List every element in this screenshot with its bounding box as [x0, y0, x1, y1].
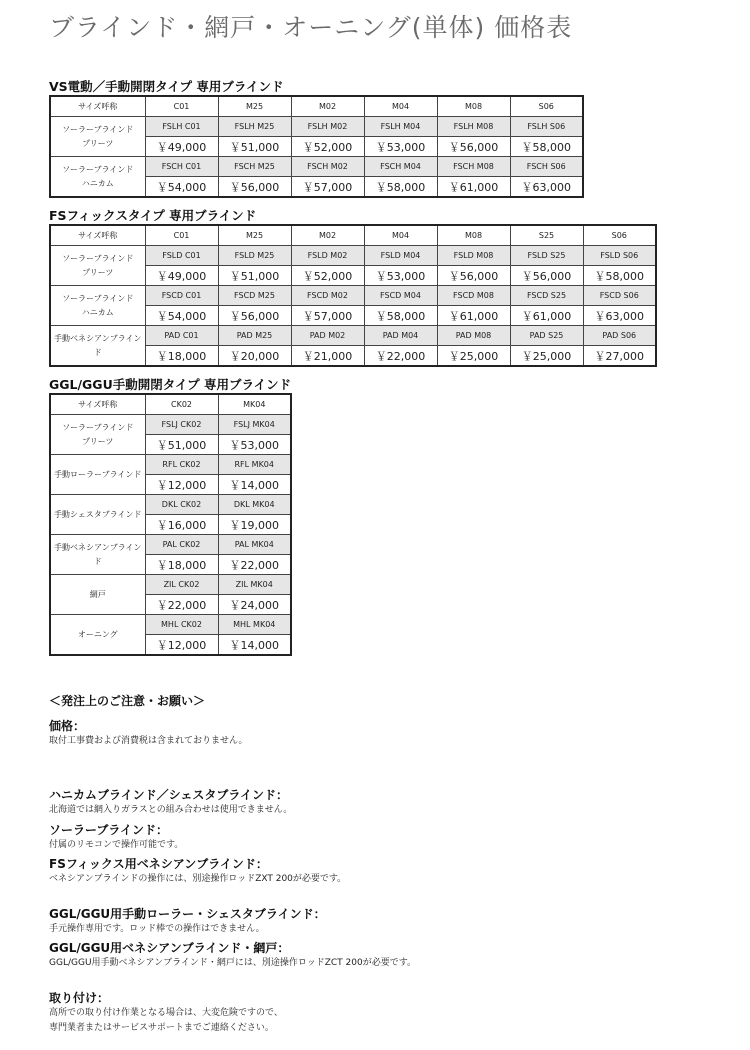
price-value: ￥57,000: [291, 177, 364, 198]
product-code: FSLD M08: [437, 246, 510, 266]
price-value: ￥56,000: [510, 266, 583, 286]
code-row: [50, 495, 291, 515]
price-value: ￥53,000: [218, 435, 291, 455]
price-value: ￥56,000: [437, 266, 510, 286]
product-code: FSLH M08: [437, 117, 510, 137]
price-table-vs: [49, 95, 584, 198]
product-name: [50, 615, 145, 656]
notes-heading: ＜発注上のご注意・お願い＞: [49, 694, 206, 708]
price-value: ￥61,000: [510, 306, 583, 326]
note-solar: [49, 821, 183, 853]
product-code: DKL CK02: [145, 495, 218, 515]
product-name-line: 手動ベネシアンブラインド: [54, 542, 142, 566]
price-value: ￥57,000: [291, 306, 364, 326]
note-honeycomb: [49, 786, 292, 818]
code-row: [50, 575, 291, 595]
price-table-ggl: [49, 393, 292, 656]
price-value: ￥49,000: [145, 137, 218, 157]
note-installation: [49, 989, 283, 1036]
note-text: 取付工事費および消費税は含まれておりません。: [49, 736, 248, 746]
price-value: ￥14,000: [218, 635, 291, 656]
product-code: FSLD S06: [583, 246, 656, 266]
price-value: ￥54,000: [145, 177, 218, 198]
product-code: FSCH M08: [437, 157, 510, 177]
price-value: ￥27,000: [583, 346, 656, 367]
product-name-line: ソーラーブラインド: [62, 422, 134, 432]
price-value: ￥18,000: [145, 346, 218, 367]
product-code: PAL CK02: [145, 535, 218, 555]
code-row: [50, 455, 291, 475]
product-code: FSCD M08: [437, 286, 510, 306]
section-title-fs: FSフィックスタイプ 専用ブラインド: [49, 208, 257, 223]
price-value: ￥12,000: [145, 635, 218, 656]
note-fs-venetian: [49, 855, 346, 887]
product-code: RFL CK02: [145, 455, 218, 475]
size-header: S06: [583, 225, 656, 246]
price-value: ￥51,000: [145, 435, 218, 455]
product-code: FSCD M02: [291, 286, 364, 306]
product-code: FSCD S25: [510, 286, 583, 306]
size-label-header: サイズ呼称: [50, 394, 145, 415]
page-title: ブラインド・網戸・オーニング(単体) 価格表: [49, 13, 573, 42]
product-code: FSCD C01: [145, 286, 218, 306]
price-value: ￥58,000: [583, 266, 656, 286]
price-value: ￥18,000: [145, 555, 218, 575]
product-code: FSCD M25: [218, 286, 291, 306]
price-value: ￥25,000: [510, 346, 583, 367]
price-value: ￥58,000: [364, 306, 437, 326]
size-header: M08: [437, 96, 510, 117]
price-value: ￥19,000: [218, 515, 291, 535]
product-name-line: ソーラーブラインド: [62, 253, 134, 263]
note-ggl-roller: [49, 905, 326, 937]
product-code: FSCH C01: [145, 157, 218, 177]
product-name-line: ソーラーブラインド: [62, 293, 134, 303]
price-value: ￥51,000: [218, 266, 291, 286]
code-row: [50, 157, 583, 177]
price-value: ￥16,000: [145, 515, 218, 535]
product-code: FSCH M04: [364, 157, 437, 177]
note-text: 手元操作専用です。ロッド棒での操作はできません。: [49, 924, 265, 934]
product-name: [50, 286, 145, 326]
price-value: ￥22,000: [218, 555, 291, 575]
note-title: FSフィックス用ベネシアンブラインド：: [49, 857, 268, 871]
note-title: GGL/GGU用手動ローラー・シェスタブラインド：: [49, 907, 326, 921]
size-label-header: サイズ呼称: [50, 225, 145, 246]
header-row: [50, 394, 291, 415]
note-title: GGL/GGU用ベネシアンブラインド・網戸：: [49, 941, 290, 955]
product-code: FSLJ MK04: [218, 415, 291, 435]
price-table-fs: [49, 224, 657, 367]
price-value: ￥12,000: [145, 475, 218, 495]
code-row: [50, 286, 656, 306]
section-title-vs: VS電動／手動開閉タイプ 専用ブラインド: [49, 79, 284, 94]
price-value: ￥51,000: [218, 137, 291, 157]
size-header: M25: [218, 225, 291, 246]
product-code: FSLD S25: [510, 246, 583, 266]
product-code: FSCD S06: [583, 286, 656, 306]
code-row: [50, 326, 656, 346]
product-code: PAL MK04: [218, 535, 291, 555]
product-code: PAD M08: [437, 326, 510, 346]
note-price: [49, 717, 248, 749]
code-row: [50, 117, 583, 137]
price-value: ￥25,000: [437, 346, 510, 367]
note-ggl-venetian: [49, 939, 416, 971]
product-code: FSLH M04: [364, 117, 437, 137]
product-code: MHL CK02: [145, 615, 218, 635]
price-value: ￥49,000: [145, 266, 218, 286]
product-name-line: 網戸: [89, 589, 106, 599]
note-title: 価格：: [49, 719, 86, 733]
product-name-line: ハニカム: [81, 307, 114, 317]
note-text: 専門業者またはサービスサポートまでご連絡ください。: [49, 1023, 274, 1033]
price-value: ￥52,000: [291, 266, 364, 286]
product-name-line: 手動ローラーブラインド: [54, 469, 142, 479]
price-value: ￥54,000: [145, 306, 218, 326]
product-name: [50, 157, 145, 198]
product-code: FSLD C01: [145, 246, 218, 266]
price-value: ￥61,000: [437, 306, 510, 326]
size-header: C01: [145, 225, 218, 246]
size-label-header: サイズ呼称: [50, 96, 145, 117]
size-header: MK04: [218, 394, 291, 415]
note-text: 付属のリモコンで操作可能です。: [49, 840, 184, 850]
product-code: FSLH M02: [291, 117, 364, 137]
price-value: ￥24,000: [218, 595, 291, 615]
product-code: PAD S25: [510, 326, 583, 346]
product-name: [50, 117, 145, 157]
code-row: [50, 615, 291, 635]
price-value: ￥53,000: [364, 266, 437, 286]
product-name: [50, 535, 145, 575]
size-header: CK02: [145, 394, 218, 415]
product-name-line: 手動シェスタブラインド: [53, 509, 142, 519]
product-code: ZIL CK02: [145, 575, 218, 595]
product-code: FSCH M25: [218, 157, 291, 177]
product-code: FSLH M25: [218, 117, 291, 137]
product-name-line: プリーツ: [82, 436, 114, 446]
price-value: ￥56,000: [218, 306, 291, 326]
note-text: 高所での取り付け作業となる場合は、大変危険ですので、: [49, 1008, 283, 1018]
price-value: ￥58,000: [510, 137, 583, 157]
product-name-line: ソーラーブラインド: [62, 124, 134, 134]
product-code: ZIL MK04: [218, 575, 291, 595]
note-title: ハニカムブラインド／シェスタブラインド：: [49, 788, 289, 802]
product-name: [50, 575, 145, 615]
price-value: ￥56,000: [218, 177, 291, 198]
product-name: [50, 455, 145, 495]
note-text: 北海道では網入りガラスとの組み合わせは使用できません。: [49, 805, 293, 815]
product-code: FSLH S06: [510, 117, 583, 137]
product-code: DKL MK04: [218, 495, 291, 515]
product-name-line: プリーツ: [82, 267, 114, 277]
product-name: [50, 326, 145, 367]
size-header: M02: [291, 225, 364, 246]
product-code: PAD M04: [364, 326, 437, 346]
code-row: [50, 246, 656, 266]
product-name-line: プリーツ: [82, 138, 114, 148]
size-header: S25: [510, 225, 583, 246]
product-code: PAD S06: [583, 326, 656, 346]
product-code: FSLD M04: [364, 246, 437, 266]
size-header: S06: [510, 96, 583, 117]
note-text: GGL/GGU用手動ベネシアンブラインド・網戸には、別途操作ロッドZCT 200が必要です。: [49, 958, 416, 968]
product-name-line: ハニカム: [81, 178, 114, 188]
price-value: ￥20,000: [218, 346, 291, 367]
note-title: 取り付け：: [49, 991, 110, 1005]
product-code: RFL MK04: [218, 455, 291, 475]
price-value: ￥58,000: [364, 177, 437, 198]
size-header: C01: [145, 96, 218, 117]
price-value: ￥21,000: [291, 346, 364, 367]
product-code: FSCH S06: [510, 157, 583, 177]
code-row: [50, 535, 291, 555]
product-code: FSCD M04: [364, 286, 437, 306]
price-value: ￥22,000: [145, 595, 218, 615]
product-code: PAD M25: [218, 326, 291, 346]
header-row: [50, 225, 656, 246]
size-header: M04: [364, 225, 437, 246]
product-name-line: 手動ベネシアンブラインド: [54, 333, 142, 357]
product-name: [50, 495, 145, 535]
price-value: ￥63,000: [510, 177, 583, 198]
product-code: FSLH C01: [145, 117, 218, 137]
size-header: M02: [291, 96, 364, 117]
product-code: FSLD M02: [291, 246, 364, 266]
product-code: MHL MK04: [218, 615, 291, 635]
product-code: FSLJ CK02: [145, 415, 218, 435]
product-name: [50, 246, 145, 286]
price-value: ￥14,000: [218, 475, 291, 495]
product-name: [50, 415, 145, 455]
price-value: ￥56,000: [437, 137, 510, 157]
header-row: [50, 96, 583, 117]
product-code: FSCH M02: [291, 157, 364, 177]
product-name-line: ソーラーブラインド: [62, 164, 134, 174]
price-value: ￥63,000: [583, 306, 656, 326]
price-value: ￥61,000: [437, 177, 510, 198]
section-title-ggl: GGL/GGU手動開閉タイプ 専用ブラインド: [49, 377, 292, 392]
product-code: FSLD M25: [218, 246, 291, 266]
product-name-line: オーニング: [77, 629, 118, 639]
size-header: M08: [437, 225, 510, 246]
note-title: ソーラーブラインド：: [49, 823, 169, 837]
price-value: ￥52,000: [291, 137, 364, 157]
price-value: ￥53,000: [364, 137, 437, 157]
product-code: PAD C01: [145, 326, 218, 346]
product-code: PAD M02: [291, 326, 364, 346]
note-text: ベネシアンブラインドの操作には、別途操作ロッドZXT 200が必要です。: [49, 874, 347, 884]
size-header: M25: [218, 96, 291, 117]
code-row: [50, 415, 291, 435]
size-header: M04: [364, 96, 437, 117]
price-value: ￥22,000: [364, 346, 437, 367]
